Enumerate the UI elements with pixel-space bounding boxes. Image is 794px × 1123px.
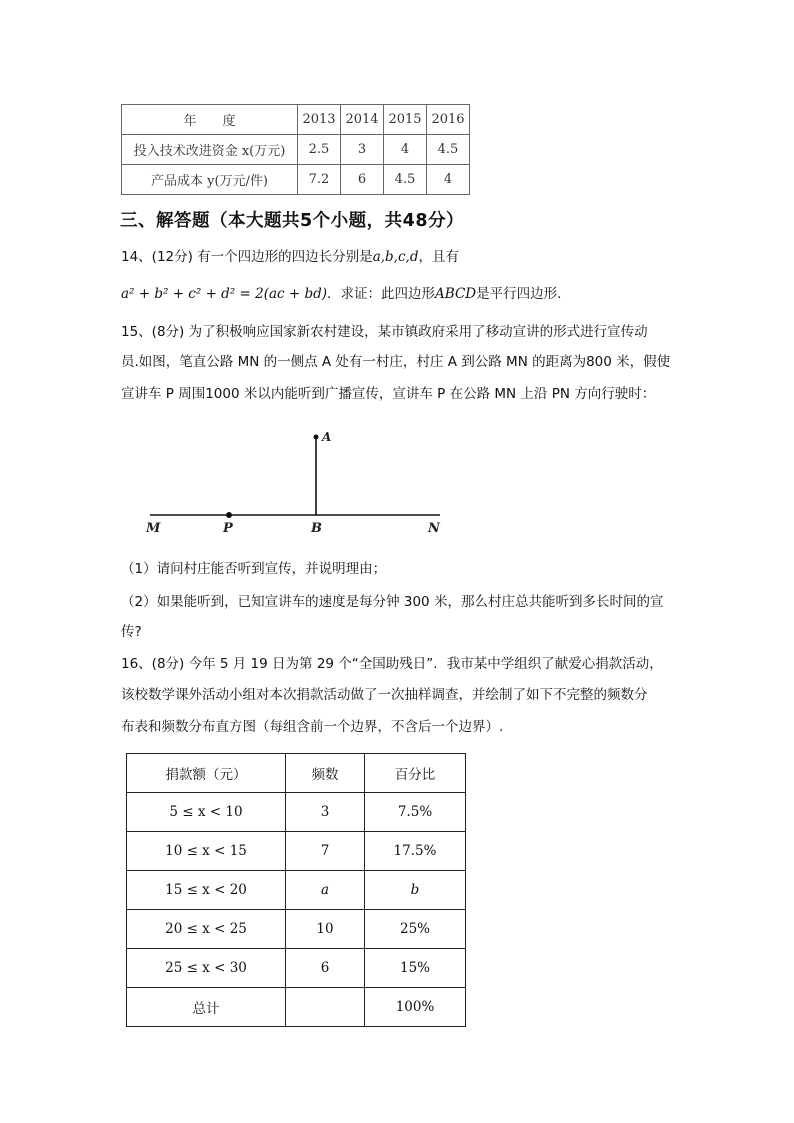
table-cell: 7.2: [298, 165, 341, 195]
label-m: M: [146, 521, 161, 536]
table-cell: 2016: [427, 105, 470, 135]
q14-line2: [121, 284, 681, 304]
q14-vars: a,b,c,d: [372, 249, 419, 265]
table-row: [122, 165, 470, 195]
q14-line1: [121, 247, 681, 267]
table-cell: 7.5%: [365, 793, 466, 832]
table-cell: a: [286, 871, 365, 910]
table-cell: 7: [286, 832, 365, 871]
q14-text: ，且有: [418, 249, 459, 265]
table-cell: 产品成本 y(万元/件): [122, 165, 298, 195]
q15-sub2-line2: 传?: [121, 624, 142, 640]
table-cell: 10 ≤ x < 15: [127, 832, 286, 871]
table-row: [127, 949, 466, 988]
table-cell: 17.5%: [365, 832, 466, 871]
table-row: [127, 910, 466, 949]
table-cell: 3: [341, 135, 384, 165]
table-row: [127, 793, 466, 832]
table-cell: 4: [384, 135, 427, 165]
q15-line2: 员.如图，笔直公路 MN 的一侧点 A 处有一村庄，村庄 A 到公路 MN 的距离为800 米，假使: [121, 354, 671, 370]
q14-text: 14、(12分) 有一个四边形的四边长分别是: [121, 249, 373, 265]
q16-line3: 布表和频数分布直方图（每组含前一个边界，不含后一个边界）.: [121, 719, 504, 735]
table-row: [127, 754, 466, 793]
q15-line3: 宣讲车 P 周围1000 米以内能听到广播宣传，宣讲车 P 在公路 MN 上沿 PN 方向行驶时：: [121, 386, 656, 402]
table-cell: 2015: [384, 105, 427, 135]
table-row: [127, 988, 466, 1027]
label-b: B: [311, 521, 322, 536]
table-cell: [286, 988, 365, 1027]
section-heading: 三、解答题（本大题共5个小题，共48分）: [120, 211, 465, 231]
table-row: [127, 871, 466, 910]
table-cell: 6: [286, 949, 365, 988]
table-row: [122, 135, 470, 165]
table-cell: 总计: [127, 988, 286, 1027]
table-cell: 25%: [365, 910, 466, 949]
q16-line1: 16、(8分) 今年 5 月 19 日为第 29 个“全国助残日”．我市某中学组织了献爱心捐款活动，: [121, 656, 663, 672]
label-p: P: [223, 521, 233, 536]
q15-sub2-line1: （2）如果能听到，已知宣讲车的速度是每分钟 300 米，那么村庄总共能听到多长时间的宣: [121, 594, 664, 610]
table-cell: 20 ≤ x < 25: [127, 910, 286, 949]
q15-line1: 15、(8分) 为了积极响应国家新农村建设，某市镇政府采用了移动宣讲的形式进行宣传动: [121, 324, 648, 340]
q14-quad-name: ABCD: [435, 286, 477, 302]
table-cell: 2.5: [298, 135, 341, 165]
table-cell: 4: [427, 165, 470, 195]
q16-line2: 该校数学课外活动小组对本次捐款活动做了一次抽样调查，并绘制了如下不完整的频数分: [121, 687, 648, 703]
table-cell: 5 ≤ x < 10: [127, 793, 286, 832]
table-cell: 100%: [365, 988, 466, 1027]
table-cell: 10: [286, 910, 365, 949]
label-a: A: [322, 430, 332, 444]
q14-text: ．求证：此四边形: [327, 286, 436, 302]
table-cell: 2014: [341, 105, 384, 135]
investment-cost-table: [121, 104, 470, 195]
donation-frequency-table: [126, 753, 466, 1027]
table-cell: 15 ≤ x < 20: [127, 871, 286, 910]
table-cell: 年 度: [122, 105, 298, 135]
table-cell: 投入技术改进资金 x(万元): [122, 135, 298, 165]
table-cell: 4.5: [427, 135, 470, 165]
table-cell: b: [365, 871, 466, 910]
table-cell: 6: [341, 165, 384, 195]
table-header-cell: 百分比: [365, 754, 466, 793]
table-cell: 15%: [365, 949, 466, 988]
q14-equation: a² + b² + c² + d² = 2(ac + bd): [121, 286, 328, 302]
table-row: [122, 105, 470, 135]
label-n: N: [428, 521, 440, 536]
table-cell: 4.5: [384, 165, 427, 195]
point-a: [314, 435, 319, 440]
table-cell: 3: [286, 793, 365, 832]
road-village-figure: [140, 425, 450, 540]
q14-text: 是平行四边形．: [476, 286, 571, 302]
table-header-cell: 捐款额（元）: [127, 754, 286, 793]
table-cell: 2013: [298, 105, 341, 135]
table-cell: 25 ≤ x < 30: [127, 949, 286, 988]
point-p: [226, 512, 232, 518]
q15-sub1: （1）请问村庄能否听到宣传，并说明理由；: [121, 561, 387, 577]
table-row: [127, 832, 466, 871]
table-header-cell: 频数: [286, 754, 365, 793]
